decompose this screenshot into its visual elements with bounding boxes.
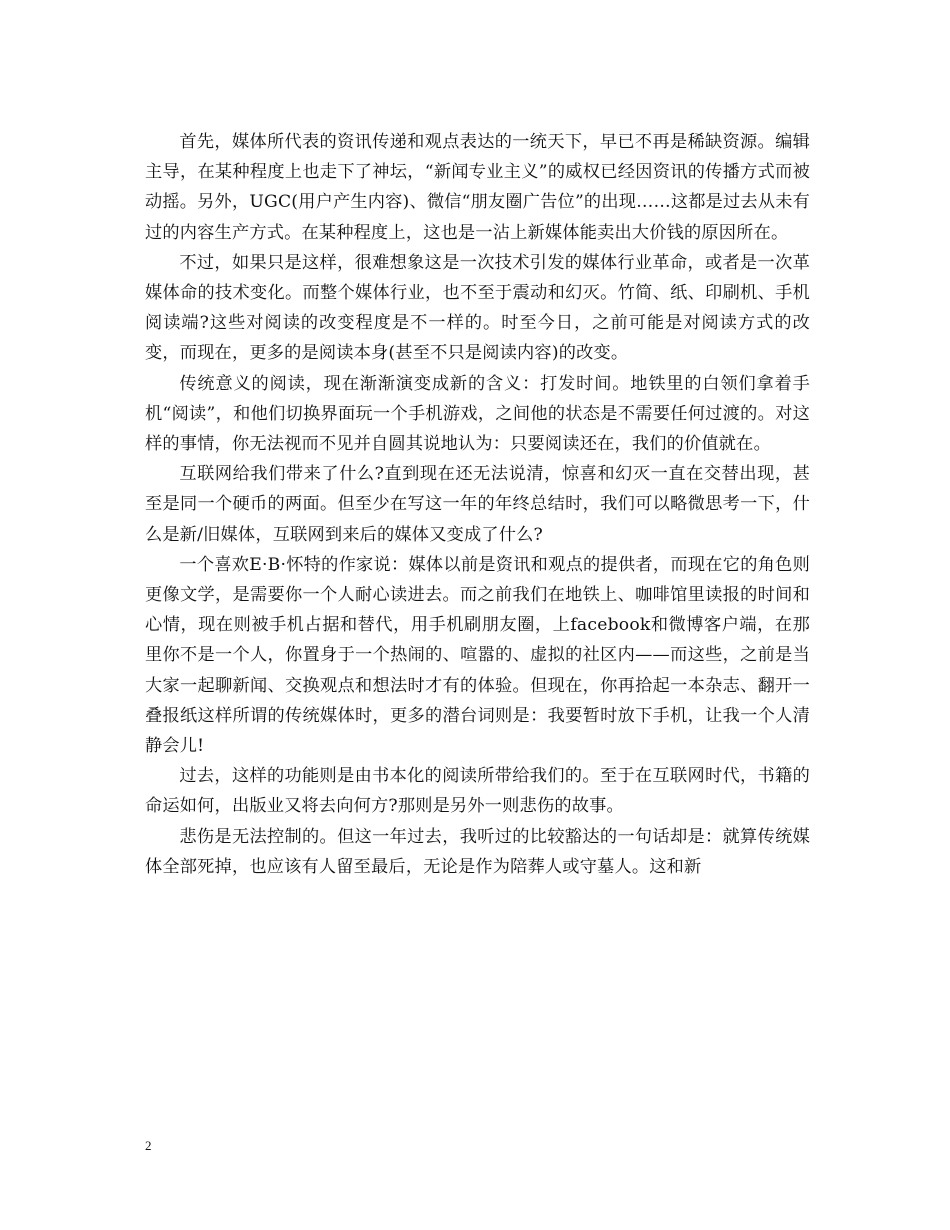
page-number: 2: [145, 1138, 152, 1153]
document-body: [145, 127, 810, 882]
paragraph-7: 悲伤是无法控制的。但这一年过去，我听过的比较豁达的一句话却是：就算传统媒体全部死掉，也应该有人留至最后，无论是作为陪葬人或守墓人。这和新: [145, 826, 810, 877]
paragraph-1: 首先，媒体所代表的资讯传递和观点表达的一统天下，早已不再是稀缺资源。编辑主导，在某种程度上也走下了神坛，“新闻专业主义”的威权已经因资讯的传播方式而被动摇。另外，UGC(用户产生内容)、微信“朋友圈广告位”的出现……这都是过去从未有过的内容生产方式。在某种程度上，这也是一沾上新媒体能卖出大价钱的原因所在。: [145, 132, 810, 243]
paragraph-2: 不过，如果只是这样，很难想象这是一次技术引发的媒体行业革命，或者是一次革媒体命的技术变化。而整个媒体行业，也不至于震动和幻灭。竹简、纸、印刷机、手机阅读端?这些对阅读的改变程度是不一样的。时至今日，之前可能是对阅读方式的改变，而现在，更多的是阅读本身(甚至不只是阅读内容)的改变。: [145, 252, 810, 364]
paragraph-6: 过去，这样的功能则是由书本化的阅读所带给我们的。至于在互联网时代，书籍的命运如何，出版业又将去向何方?那则是另外一则悲伤的故事。: [145, 766, 810, 817]
paragraph-3: 传统意义的阅读，现在渐渐演变成新的含义：打发时间。地铁里的白领们拿着手机“阅读”，和他们切换界面玩一个手机游戏，之间他的状态是不需要任何过渡的。对这样的事情，你无法视而不见并自圆其说地认为：只要阅读还在，我们的价值就在。: [145, 373, 810, 455]
paragraph-5: 一个喜欢E·B·怀特的作家说：媒体以前是资讯和观点的提供者，而现在它的角色则更像文学，是需要你一个人耐心读进去。而之前我们在地铁上、咖啡馆里读报的时间和心情，现在则被手机占据和替代，用手机刷朋友圈，上facebook和微博客户端，在那里你不是一个人，你置身于一个热闹的、喧嚣的、虚拟的社区内——而这些，之前是当大家一起聊新闻、交换观点和想法时才有的体验。但现在，你再拾起一本杂志、翻开一叠报纸这样所谓的传统媒体时，更多的潜台词则是：我要暂时放下手机，让我一个人清静会儿!: [145, 554, 810, 757]
paragraph-4: 互联网给我们带来了什么?直到现在还无法说清，惊喜和幻灭一直在交替出现，甚至是同一个硬币的两面。但至少在写这一年的年终总结时，我们可以略微思考一下，什么是新/旧媒体，互联网到来后的媒体又变成了什么?: [145, 464, 810, 545]
